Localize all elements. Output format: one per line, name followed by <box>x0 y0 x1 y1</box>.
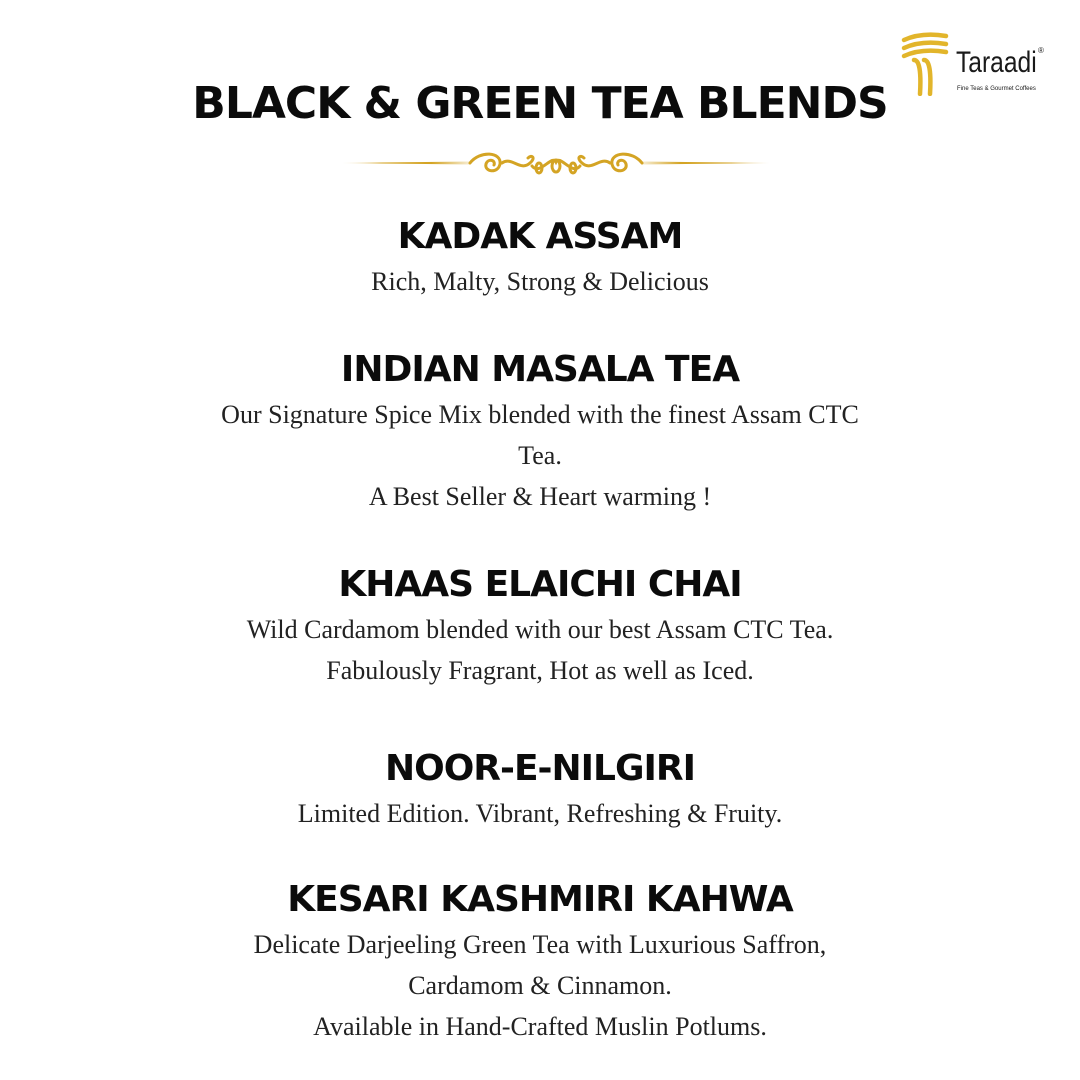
description-line: Limited Edition. Vibrant, Refreshing & Fruity. <box>297 799 783 828</box>
tea-description <box>0 793 1080 834</box>
tea-name: KADAK ASSAM <box>397 216 683 257</box>
tea-description <box>0 261 1080 302</box>
tea-name: KHAAS ELAICHI CHAI <box>338 564 742 605</box>
description-line: Tea. <box>518 441 562 470</box>
tea-item-noor-e-nilgiri <box>0 745 1080 834</box>
description-line: Fabulously Fragrant, Hot as well as Iced. <box>326 656 754 685</box>
tea-name: NOOR-E-NILGIRI <box>384 748 696 789</box>
tea-description <box>0 609 1080 691</box>
description-line: Wild Cardamom blended with our best Assam CTC Tea. <box>246 615 834 644</box>
tea-description <box>0 924 1080 1047</box>
page-title: BLACK & GREEN TEA BLENDS <box>192 78 888 129</box>
tea-name: KESARI KASHMIRI KAHWA <box>287 879 793 920</box>
description-line: Delicate Darjeeling Green Tea with Luxurious Saffron, <box>253 930 827 959</box>
ornamental-scroll-icon <box>340 146 772 186</box>
tea-name: INDIAN MASALA TEA <box>340 349 740 390</box>
registered-mark: ® <box>1038 46 1044 55</box>
tea-item-kesari-kashmiri-kahwa <box>0 876 1080 1047</box>
description-line: Available in Hand-Crafted Muslin Potlums. <box>313 1012 767 1041</box>
tea-item-khaas-elaichi-chai <box>0 561 1080 691</box>
brand-tagline: Fine Teas & Gourmet Coffees <box>957 86 1036 92</box>
description-line: Our Signature Spice Mix blended with the finest Assam CTC <box>221 400 859 429</box>
tea-item-indian-masala-tea <box>0 346 1080 517</box>
tea-description <box>0 394 1080 517</box>
brand-name: Taraadi <box>956 46 1037 79</box>
description-line: A Best Seller & Heart warming ! <box>368 482 712 511</box>
description-line: Rich, Malty, Strong & Delicious <box>371 267 709 296</box>
description-line: Cardamom & Cinnamon. <box>408 971 672 1000</box>
tea-item-kadak-assam <box>0 213 1080 302</box>
